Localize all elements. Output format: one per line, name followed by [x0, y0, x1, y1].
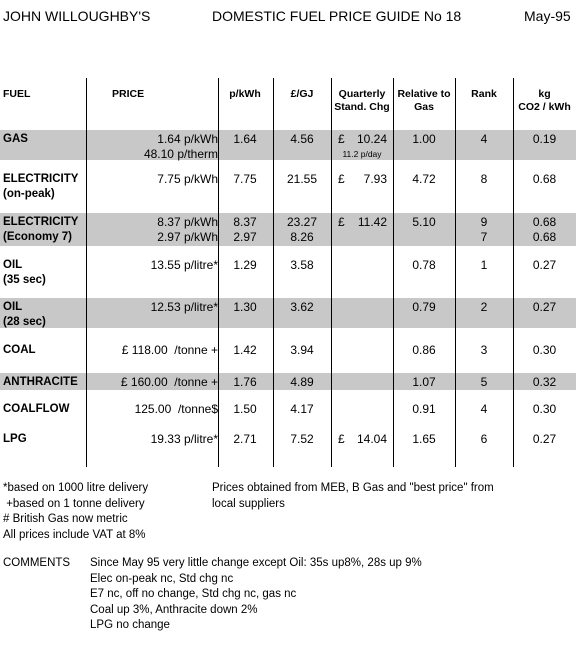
fuel-name: OIL — [3, 301, 23, 313]
pkwh-value: 2.71 — [233, 432, 257, 446]
rank-value: 8 — [480, 172, 488, 186]
column-divider — [331, 78, 332, 467]
gj-value: 3.94 — [290, 343, 314, 357]
co2-value-secondary: 0.68 — [532, 230, 557, 244]
footnote-line: All prices include VAT at 8% — [3, 528, 146, 541]
pkwh-value: 7.75 — [233, 172, 257, 186]
co2-value: 0.68 — [532, 172, 557, 186]
price-value: 125.00 /tonne$ — [134, 402, 218, 416]
comment-line: Elec on-peak nc, Std chg nc — [90, 572, 234, 585]
footnote-line: # British Gas now metric — [3, 513, 128, 525]
gj-value: 4.56 — [290, 132, 314, 146]
rank-value: 4 — [480, 132, 488, 146]
col-header-co2: kg CO2 / kWh — [518, 88, 571, 113]
standing-charge-value: 10.24 — [356, 132, 387, 146]
rank-value: 4 — [480, 402, 488, 416]
rank-value-secondary: 7 — [480, 230, 488, 244]
comment-line: E7 nc, off no change, Std chg nc, gas nc — [90, 588, 297, 600]
relative-to-gas-value: 0.78 — [412, 258, 436, 272]
price-value: £ 118.00 /tonne + — [121, 343, 218, 357]
sources-line: local suppliers — [212, 497, 285, 510]
fuel-name: LPG — [3, 433, 27, 445]
co2-value: 0.68 — [532, 215, 557, 229]
standing-charge-value: 11.42 — [357, 215, 387, 229]
gj-value: 7.52 — [290, 432, 314, 446]
rank-value: 9 — [480, 215, 488, 229]
relative-to-gas-value: 0.91 — [412, 402, 436, 416]
gj-value-secondary: 8.26 — [290, 230, 314, 244]
standing-charge-currency: £ — [338, 432, 345, 446]
standing-charge-value: 14.04 — [356, 432, 387, 446]
column-divider — [513, 78, 514, 467]
fuel-subtype: (on-peak) — [3, 188, 55, 200]
column-divider — [393, 78, 394, 467]
fuel-name: ELECTRICITY — [3, 216, 79, 228]
relative-to-gas-value: 1.65 — [412, 432, 436, 446]
rank-value: 1 — [480, 258, 488, 272]
fuel-subtype: (28 sec) — [3, 316, 46, 328]
gj-value: 3.62 — [290, 300, 314, 314]
fuel-name: GAS — [3, 133, 28, 145]
pkwh-value: 1.29 — [233, 258, 257, 272]
comments-list — [90, 556, 422, 634]
col-header-pkwh: p/kWh — [229, 88, 261, 100]
comments-label: COMMENTS — [3, 557, 71, 569]
price-value-secondary: 48.10 p/therm — [143, 147, 218, 161]
gj-value: 3.58 — [290, 258, 314, 272]
standing-charge-value: 7.93 — [363, 172, 387, 186]
price-value-secondary: 2.97 p/kWh — [157, 230, 218, 244]
price-value: 12.53 p/litre* — [150, 300, 218, 314]
footnote-line: +based on 1 tonne delivery — [3, 497, 145, 510]
pkwh-value: 1.64 — [233, 132, 257, 146]
co2-value: 0.27 — [532, 258, 557, 272]
price-value: 8.37 p/kWh — [157, 215, 218, 229]
fuel-name: COAL — [3, 344, 36, 356]
column-divider — [86, 78, 87, 467]
fuel-name: OIL — [3, 259, 23, 271]
footnote-line: *based on 1000 litre delivery — [3, 482, 149, 494]
fuel-subtype: (35 sec) — [3, 274, 46, 286]
price-value: 1.64 p/kWh — [157, 132, 218, 146]
pkwh-value: 1.42 — [233, 343, 257, 357]
standing-charge-currency: £ — [338, 215, 345, 229]
column-divider — [273, 78, 274, 467]
co2-value: 0.30 — [532, 402, 557, 416]
co2-value: 0.32 — [532, 375, 557, 389]
pkwh-value: 1.50 — [233, 402, 257, 416]
pkwh-value-secondary: 2.97 — [233, 230, 257, 244]
relative-to-gas-value: 1.00 — [412, 132, 436, 146]
fuel-name: ELECTRICITY — [3, 173, 79, 185]
document-title: DOMESTIC FUEL PRICE GUIDE No 18 — [212, 8, 462, 24]
standing-charge-currency: £ — [338, 172, 345, 186]
relative-to-gas-value: 0.86 — [412, 343, 436, 357]
price-value: £ 160.00 /tonne + — [120, 375, 218, 389]
fuel-subtype: (Economy 7) — [3, 231, 73, 243]
footnotes — [3, 481, 148, 543]
rank-value: 2 — [480, 300, 488, 314]
price-value: 19.33 p/litre* — [150, 432, 218, 446]
gj-value: 21.55 — [286, 172, 318, 186]
author-heading: JOHN WILLOUGHBY'S — [3, 8, 151, 24]
price-sources-note — [212, 481, 494, 512]
rank-value: 6 — [480, 432, 488, 446]
co2-value: 0.27 — [532, 300, 557, 314]
rank-value: 3 — [480, 343, 488, 357]
relative-to-gas-value: 4.72 — [412, 172, 436, 186]
comment-line: Since May 95 very little change except Oil: 35s up8%, 28s up 9% — [90, 557, 422, 569]
pkwh-value: 8.37 — [233, 215, 257, 229]
standing-charge-daily: 11.2 p/day — [342, 149, 382, 159]
co2-value: 0.19 — [532, 132, 557, 146]
gj-value: 4.89 — [290, 375, 314, 389]
co2-value: 0.30 — [532, 343, 557, 357]
sources-line: Prices obtained from MEB, B Gas and "best price" from — [212, 482, 494, 494]
price-value: 13.55 p/litre* — [150, 258, 218, 272]
column-divider — [455, 78, 456, 467]
gj-value: 23.27 — [286, 215, 318, 229]
col-header-quarterly-standing-charge: Quarterly Stand. Chg — [334, 88, 390, 113]
comment-line: Coal up 3%, Anthracite down 2% — [90, 603, 258, 616]
fuel-name: ANTHRACITE — [3, 376, 78, 388]
relative-to-gas-value: 5.10 — [412, 215, 436, 229]
pkwh-value: 1.76 — [233, 375, 257, 389]
relative-to-gas-value: 1.07 — [412, 375, 436, 389]
document-date: May-95 — [524, 8, 571, 24]
fuel-name: COALFLOW — [3, 403, 70, 415]
relative-to-gas-value: 0.79 — [412, 300, 436, 314]
column-divider — [218, 78, 219, 467]
standing-charge-currency: £ — [338, 132, 345, 146]
col-header-relative-to-gas: Relative to Gas — [397, 88, 451, 113]
price-value: 7.75 p/kWh — [157, 172, 218, 186]
col-header-fuel: FUEL — [3, 88, 31, 100]
comment-line: LPG no change — [90, 619, 170, 631]
gj-value: 4.17 — [290, 402, 314, 416]
pkwh-value: 1.30 — [233, 300, 257, 314]
col-header-rank: Rank — [471, 88, 497, 100]
co2-value: 0.27 — [532, 432, 557, 446]
col-header-price: PRICE — [112, 88, 145, 100]
col-header-gj: £/GJ — [290, 88, 314, 100]
rank-value: 5 — [480, 375, 488, 389]
